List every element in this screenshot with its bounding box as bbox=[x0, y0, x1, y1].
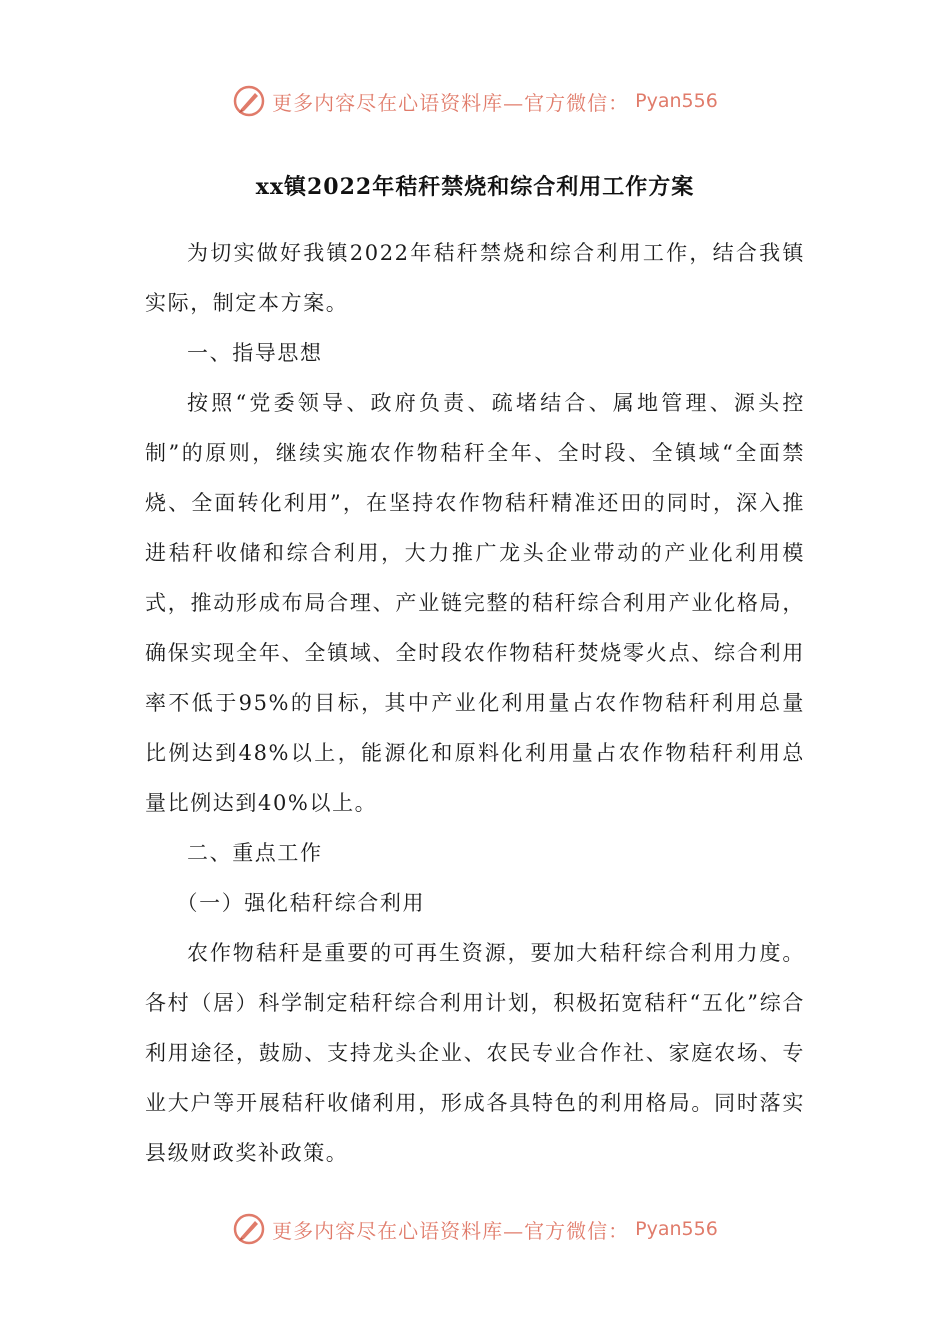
footer-watermark bbox=[0, 1212, 950, 1246]
watermark-id: Pyan556 bbox=[635, 1218, 718, 1240]
header-watermark bbox=[0, 84, 950, 118]
paragraph: 按照“党委领导、政府负责、疏堵结合、属地管理、源头控制”的原则，继续实施农作物秸秆全年、全时段、全镇域“全面禁烧、全面转化利用”，在坚持农作物秸秆精准还田的同时，深入推进秸秆收储和综合利用，大力推广龙头企业带动的产业化利用模式，推动形成布局合理、产业链完整的秸秆综合利用产业化格局，确保实现全年、全镇域、全时段农作物秸秆焚烧零火点、综合利用率不低于95%的目标，其中产业化利用量占农作物秸秆利用总量比例达到48%以上，能源化和原料化利用量占农作物秸秆利用总量比例达到40%以上。 bbox=[145, 391, 805, 815]
paragraph: 农作物秸秆是重要的可再生资源，要加大秸秆综合利用力度。各村（居）科学制定秸秆综合利用计划，积极拓宽秸秆“五化”综合利用途径，鼓励、支持龙头企业、农民专业合作社、家庭农场、专业大户等开展秸秆收储利用，形成各具特色的利用格局。同时落实县级财政奖补政策。 bbox=[145, 941, 805, 1165]
section-heading: 一、指导思想 bbox=[187, 341, 323, 365]
section-heading: 二、重点工作 bbox=[187, 841, 323, 865]
document-body bbox=[145, 228, 805, 1178]
subsection-heading: （一）强化秸秆综合利用 bbox=[176, 891, 426, 915]
watermark-id: Pyan556 bbox=[635, 90, 718, 112]
pen-logo-icon bbox=[232, 1212, 266, 1246]
pen-logo-icon bbox=[232, 84, 266, 118]
watermark-text: 更多内容尽在心语资料库—官方微信： bbox=[272, 1218, 630, 1243]
paragraph: 为切实做好我镇2022年秸秆禁烧和综合利用工作，结合我镇实际，制定本方案。 bbox=[145, 241, 805, 315]
watermark-text: 更多内容尽在心语资料库—官方微信： bbox=[272, 90, 630, 115]
document-title: xx镇2022年秸秆禁烧和综合利用工作方案 bbox=[255, 174, 695, 200]
